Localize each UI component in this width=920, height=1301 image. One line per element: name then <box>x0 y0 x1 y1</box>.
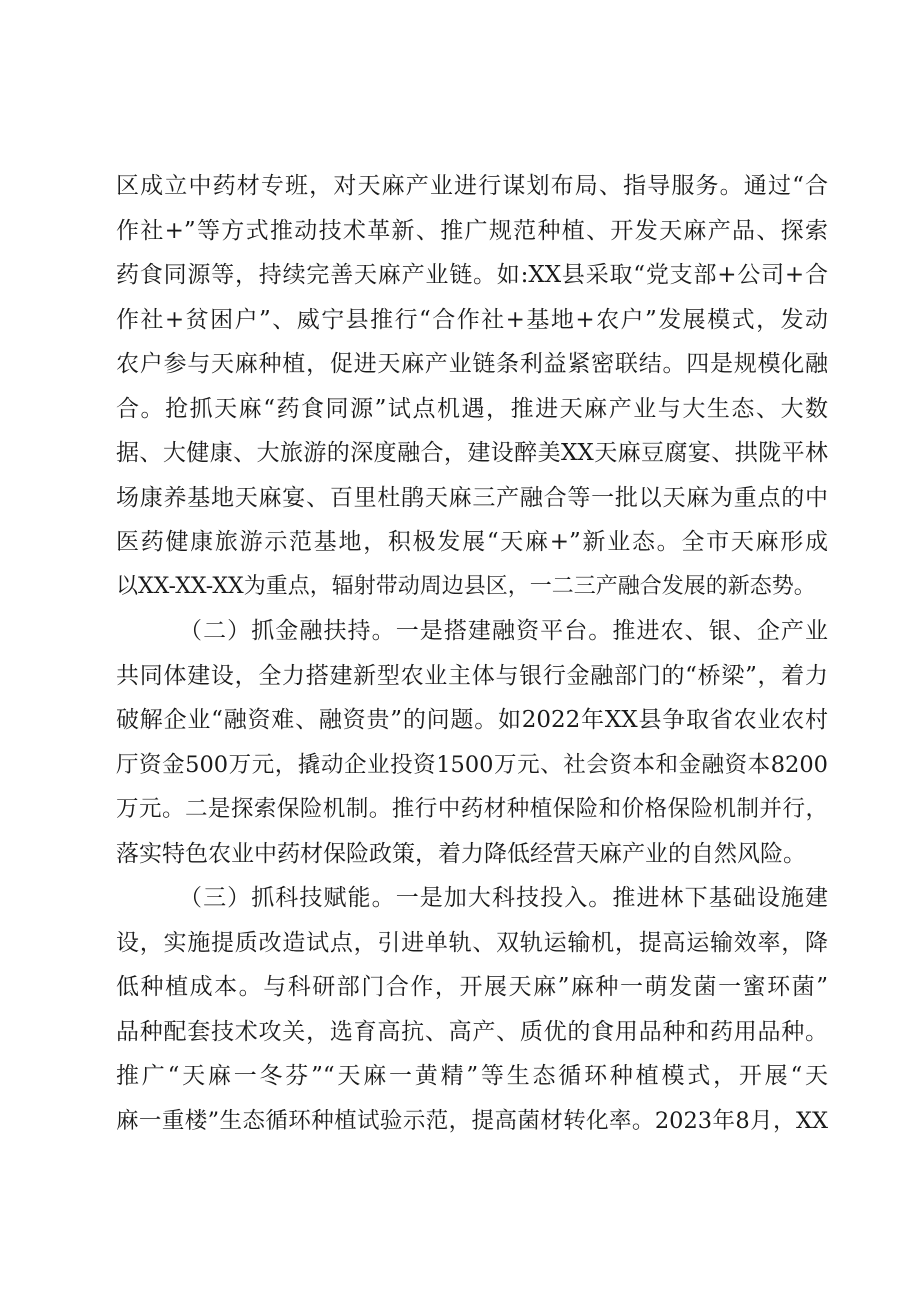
text-line: 药食同源等，持续完善天麻产业链。如:XX县采取“党支部+公司+合 <box>116 262 828 288</box>
text-line: 作社+”等方式推动技术革新、推广规范种植、开发天麻产品、探索 <box>116 217 828 244</box>
text-line: 作社+贫困户”、威宁县推行“合作社+基地+农户”发展模式，发动 <box>116 306 828 333</box>
text-line: 据、大健康、大旅游的深度融合，建设醉美XX天麻豆腐宴、拱陇平林 <box>116 440 828 466</box>
text-line: 共同体建设，全力搭建新型农业主体与银行金融部门的“桥梁”，着力 <box>116 662 828 689</box>
text-line: 厅资金500万元，撬动企业投资1500万元、社会资本和金融资本8200 <box>116 751 828 778</box>
text-line: （三）抓科技赋能。一是加大科技投入。推进林下基础设施建 <box>179 885 828 911</box>
text-line: 设，实施提质改造试点，引进单轨、双轨运输机，提高运输效率，降 <box>116 929 828 956</box>
text-line: 万元。二是探索保险机制。推行中药材种植保险和价格保险机制并行， <box>116 796 828 822</box>
text-line: 以XX-XX-XX为重点，辐射带动周边县区，一二三产融合发展的新态势。 <box>116 573 816 599</box>
text-line: （二）抓金融扶持。一是搭建融资平台。推进农、银、企产业 <box>179 618 828 644</box>
text-line: 麻一重楼”生态循环种植试验示范，提高菌材转化率。2023年8月，XX <box>116 1107 828 1134</box>
text-line: 农户参与天麻种植，促进天麻产业链条利益紧密联结。四是规模化融 <box>116 351 828 377</box>
body-text <box>116 164 828 1143</box>
text-line: 破解企业“融资难、融资贵”的问题。如2022年XX县争取省农业农村 <box>116 707 828 733</box>
text-line: 落实特色农业中药材保险政策，着力降低经营天麻产业的自然风险。 <box>116 840 806 867</box>
text-line: 合。抢抓天麻“药食同源”试点机遇，推进天麻产业与大生态、大数 <box>116 395 828 422</box>
text-line: 品种配套技术攻关，选育高抗、高产、质优的食用品种和药用品种。 <box>116 1018 828 1045</box>
text-line: 医药健康旅游示范基地，积极发展“天麻+”新业态。全市天麻形成 <box>116 529 828 555</box>
text-line: 推广“天麻一冬芬”“天麻一黄精”等生态循环种植模式，开展“天 <box>116 1063 828 1089</box>
text-line: 区成立中药材专班，对天麻产业进行谋划布局、指导服务。通过“合 <box>116 173 828 199</box>
text-line: 低种植成本。与科研部门合作，开展天麻”麻种一萌发菌一蜜环菌” <box>116 974 828 1000</box>
text-line: 场康养基地天麻宴、百里杜鹃天麻三产融合等一批以天麻为重点的中 <box>116 484 828 511</box>
